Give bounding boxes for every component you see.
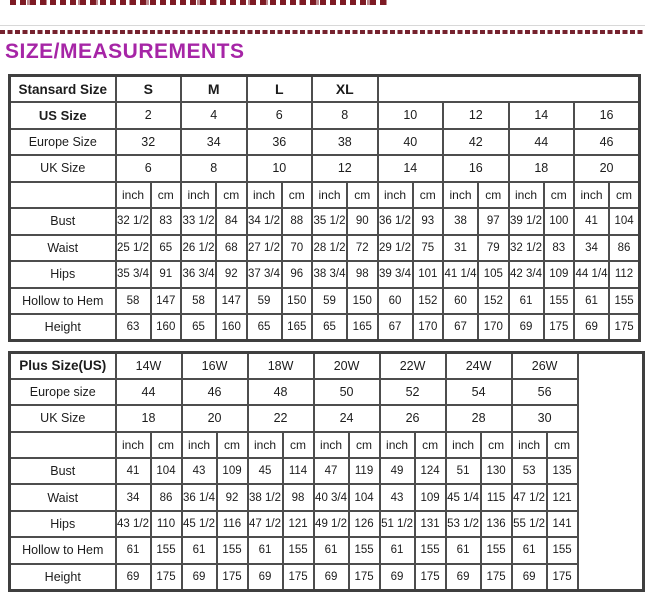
measure-value-cell: 49 bbox=[380, 458, 415, 484]
unit-label: inch bbox=[247, 182, 282, 209]
measure-value-cell: 175 bbox=[609, 314, 640, 341]
unit-label: inch bbox=[116, 182, 151, 209]
measure-value-cell: 175 bbox=[415, 564, 446, 590]
size-header: 24W bbox=[446, 353, 512, 379]
measure-value-cell: 65 bbox=[312, 314, 347, 341]
unit-label: cm bbox=[481, 432, 512, 458]
measure-value-cell: 60 bbox=[443, 288, 478, 315]
measure-value-cell: 58 bbox=[181, 288, 216, 315]
unit-label: inch bbox=[116, 432, 151, 458]
size-system-label: Plus Size(US) bbox=[10, 353, 116, 379]
measure-label: Hips bbox=[10, 511, 116, 537]
measure-value-cell: 31 bbox=[443, 235, 478, 262]
size-value-cell: 22 bbox=[248, 405, 314, 431]
size-value-cell: 48 bbox=[248, 379, 314, 405]
unit-label: cm bbox=[151, 182, 182, 209]
size-value-cell: 8 bbox=[181, 155, 247, 182]
size-value-cell: 8 bbox=[312, 102, 378, 129]
unit-label: inch bbox=[182, 432, 217, 458]
size-value-cell: 16 bbox=[574, 102, 640, 129]
unit-label: cm bbox=[413, 182, 444, 209]
plus-size-table bbox=[8, 351, 645, 592]
page-title: SIZE/MEASUREMENTS bbox=[5, 40, 245, 63]
size-row bbox=[10, 155, 640, 182]
unit-label: inch bbox=[512, 432, 547, 458]
measure-value-cell: 101 bbox=[413, 261, 444, 288]
table-header-row bbox=[10, 76, 640, 103]
measure-row bbox=[10, 537, 644, 563]
measure-value-cell: 175 bbox=[283, 564, 314, 590]
measure-value-cell: 45 1/4 bbox=[446, 484, 481, 510]
measure-label: Hollow to Hem bbox=[10, 288, 116, 315]
measure-value-cell: 25 1/2 bbox=[116, 235, 151, 262]
measure-row bbox=[10, 261, 640, 288]
measure-label: Waist bbox=[10, 235, 116, 262]
measure-value-cell: 69 bbox=[314, 564, 349, 590]
size-value-cell: 42 bbox=[443, 129, 509, 156]
measure-value-cell: 155 bbox=[283, 537, 314, 563]
measure-value-cell: 42 3/4 bbox=[509, 261, 544, 288]
dashed-separator bbox=[0, 30, 645, 34]
measure-value-cell: 97 bbox=[478, 208, 509, 235]
measure-label: Height bbox=[10, 564, 116, 590]
unit-label: inch bbox=[446, 432, 481, 458]
measure-value-cell: 152 bbox=[413, 288, 444, 315]
table-header-row bbox=[10, 353, 644, 379]
measure-value-cell: 68 bbox=[216, 235, 247, 262]
measure-value-cell: 39 1/2 bbox=[509, 208, 544, 235]
size-value-cell: 32 bbox=[116, 129, 182, 156]
measure-value-cell: 53 1/2 bbox=[446, 511, 481, 537]
size-value-cell: 6 bbox=[247, 102, 313, 129]
unit-label: cm bbox=[544, 182, 575, 209]
measure-value-cell: 72 bbox=[347, 235, 378, 262]
measure-label: Hips bbox=[10, 261, 116, 288]
size-value-cell: 44 bbox=[509, 129, 575, 156]
unit-label: inch bbox=[378, 182, 413, 209]
measure-value-cell: 96 bbox=[282, 261, 313, 288]
measure-value-cell: 131 bbox=[415, 511, 446, 537]
measure-row bbox=[10, 208, 640, 235]
measure-value-cell: 104 bbox=[609, 208, 640, 235]
size-system-label: Stansard Size bbox=[10, 76, 116, 103]
unit-label: cm bbox=[283, 432, 314, 458]
measure-value-cell: 38 bbox=[443, 208, 478, 235]
measure-value-cell: 109 bbox=[415, 484, 446, 510]
measure-value-cell: 90 bbox=[347, 208, 378, 235]
measure-value-cell: 121 bbox=[547, 484, 578, 510]
measure-value-cell: 36 1/4 bbox=[182, 484, 217, 510]
measure-value-cell: 47 bbox=[314, 458, 349, 484]
measure-value-cell: 104 bbox=[349, 484, 380, 510]
measure-row bbox=[10, 458, 644, 484]
measure-value-cell: 29 1/2 bbox=[378, 235, 413, 262]
measure-value-cell: 104 bbox=[151, 458, 182, 484]
size-value-cell: 50 bbox=[314, 379, 380, 405]
unit-label: cm bbox=[151, 432, 182, 458]
measure-value-cell: 175 bbox=[349, 564, 380, 590]
measure-value-cell: 98 bbox=[347, 261, 378, 288]
measure-value-cell: 69 bbox=[182, 564, 217, 590]
size-value-cell: 26 bbox=[380, 405, 446, 431]
measure-value-cell: 109 bbox=[544, 261, 575, 288]
unit-label: cm bbox=[415, 432, 446, 458]
measure-value-cell: 61 bbox=[248, 537, 283, 563]
measure-value-cell: 69 bbox=[509, 314, 544, 341]
measure-value-cell: 165 bbox=[347, 314, 378, 341]
size-value-cell: 20 bbox=[574, 155, 640, 182]
clipped-top-text-fragment bbox=[10, 0, 390, 5]
measure-value-cell: 170 bbox=[478, 314, 509, 341]
size-value-cell: 10 bbox=[247, 155, 313, 182]
row-label: Europe size bbox=[10, 379, 116, 405]
measure-value-cell: 35 3/4 bbox=[116, 261, 151, 288]
hairline-divider bbox=[0, 25, 645, 26]
unit-label: cm bbox=[349, 432, 380, 458]
measure-value-cell: 43 1/2 bbox=[116, 511, 151, 537]
unit-label: inch bbox=[443, 182, 478, 209]
measure-value-cell: 175 bbox=[547, 564, 578, 590]
row-label: UK Size bbox=[10, 405, 116, 431]
size-value-cell: 4 bbox=[181, 102, 247, 129]
measure-value-cell: 61 bbox=[574, 288, 609, 315]
unit-label: cm bbox=[609, 182, 640, 209]
measure-value-cell: 65 bbox=[151, 235, 182, 262]
measure-label: Bust bbox=[10, 458, 116, 484]
unit-label: inch bbox=[574, 182, 609, 209]
measure-value-cell: 63 bbox=[116, 314, 151, 341]
size-header: L bbox=[247, 76, 313, 103]
measure-value-cell: 36 1/2 bbox=[378, 208, 413, 235]
measure-value-cell: 32 1/2 bbox=[116, 208, 151, 235]
unit-label: cm bbox=[217, 432, 248, 458]
unit-label: inch bbox=[509, 182, 544, 209]
measure-value-cell: 37 3/4 bbox=[247, 261, 282, 288]
size-row bbox=[10, 129, 640, 156]
measure-value-cell: 53 bbox=[512, 458, 547, 484]
size-value-cell: 12 bbox=[312, 155, 378, 182]
measure-value-cell: 136 bbox=[481, 511, 512, 537]
size-value-cell: 30 bbox=[512, 405, 578, 431]
unit-label: inch bbox=[380, 432, 415, 458]
measure-value-cell: 155 bbox=[349, 537, 380, 563]
measure-value-cell: 86 bbox=[609, 235, 640, 262]
unit-label: cm bbox=[282, 182, 313, 209]
measure-value-cell: 155 bbox=[415, 537, 446, 563]
measure-value-cell: 155 bbox=[609, 288, 640, 315]
measure-value-cell: 58 bbox=[116, 288, 151, 315]
measure-value-cell: 91 bbox=[151, 261, 182, 288]
measure-value-cell: 116 bbox=[217, 511, 248, 537]
size-header: S bbox=[116, 76, 182, 103]
measure-value-cell: 170 bbox=[413, 314, 444, 341]
measure-value-cell: 155 bbox=[481, 537, 512, 563]
measure-value-cell: 45 1/2 bbox=[182, 511, 217, 537]
measure-value-cell: 124 bbox=[415, 458, 446, 484]
measure-value-cell: 34 bbox=[116, 484, 151, 510]
measure-value-cell: 84 bbox=[216, 208, 247, 235]
measure-value-cell: 33 1/2 bbox=[181, 208, 216, 235]
size-value-cell: 52 bbox=[380, 379, 446, 405]
size-value-cell: 38 bbox=[312, 129, 378, 156]
measure-value-cell: 79 bbox=[478, 235, 509, 262]
measure-value-cell: 83 bbox=[544, 235, 575, 262]
measure-value-cell: 67 bbox=[378, 314, 413, 341]
measure-value-cell: 41 1/4 bbox=[443, 261, 478, 288]
measure-value-cell: 43 bbox=[182, 458, 217, 484]
measure-row bbox=[10, 314, 640, 341]
size-header: 26W bbox=[512, 353, 578, 379]
size-header: XL bbox=[312, 76, 378, 103]
measure-value-cell: 51 bbox=[446, 458, 481, 484]
size-header: M bbox=[181, 76, 247, 103]
measure-value-cell: 155 bbox=[544, 288, 575, 315]
empty-column-cell bbox=[578, 353, 644, 591]
measure-value-cell: 92 bbox=[216, 261, 247, 288]
measure-value-cell: 36 3/4 bbox=[181, 261, 216, 288]
size-header: 14W bbox=[116, 353, 182, 379]
size-header: 16W bbox=[182, 353, 248, 379]
measure-value-cell: 70 bbox=[282, 235, 313, 262]
unit-label: cm bbox=[547, 432, 578, 458]
measure-value-cell: 61 bbox=[182, 537, 217, 563]
size-value-cell: 16 bbox=[443, 155, 509, 182]
unit-row-spacer bbox=[10, 182, 116, 209]
measure-value-cell: 27 1/2 bbox=[247, 235, 282, 262]
size-value-cell: 54 bbox=[446, 379, 512, 405]
standard-size-table bbox=[8, 74, 641, 342]
measure-value-cell: 51 1/2 bbox=[380, 511, 415, 537]
measure-value-cell: 98 bbox=[283, 484, 314, 510]
size-value-cell: 12 bbox=[443, 102, 509, 129]
measure-value-cell: 69 bbox=[512, 564, 547, 590]
unit-row bbox=[10, 182, 640, 209]
size-value-cell: 44 bbox=[116, 379, 182, 405]
measure-value-cell: 47 1/2 bbox=[512, 484, 547, 510]
measure-value-cell: 175 bbox=[151, 564, 182, 590]
measure-value-cell: 60 bbox=[378, 288, 413, 315]
unit-label: inch bbox=[248, 432, 283, 458]
measure-value-cell: 69 bbox=[248, 564, 283, 590]
measure-value-cell: 34 bbox=[574, 235, 609, 262]
measure-value-cell: 61 bbox=[446, 537, 481, 563]
measure-value-cell: 65 bbox=[181, 314, 216, 341]
measure-value-cell: 93 bbox=[413, 208, 444, 235]
measure-value-cell: 155 bbox=[547, 537, 578, 563]
measure-value-cell: 59 bbox=[247, 288, 282, 315]
measure-value-cell: 175 bbox=[217, 564, 248, 590]
measure-value-cell: 100 bbox=[544, 208, 575, 235]
measure-value-cell: 32 1/2 bbox=[509, 235, 544, 262]
size-header: 22W bbox=[380, 353, 446, 379]
size-row bbox=[10, 405, 644, 431]
size-value-cell: 36 bbox=[247, 129, 313, 156]
size-value-cell: 20 bbox=[182, 405, 248, 431]
row-label: US Size bbox=[10, 102, 116, 129]
measure-value-cell: 43 bbox=[380, 484, 415, 510]
unit-label: cm bbox=[347, 182, 378, 209]
measure-value-cell: 160 bbox=[216, 314, 247, 341]
measure-value-cell: 61 bbox=[314, 537, 349, 563]
measure-value-cell: 44 1/4 bbox=[574, 261, 609, 288]
measure-value-cell: 175 bbox=[481, 564, 512, 590]
size-value-cell: 56 bbox=[512, 379, 578, 405]
size-value-cell: 18 bbox=[509, 155, 575, 182]
measure-value-cell: 115 bbox=[481, 484, 512, 510]
measure-value-cell: 61 bbox=[116, 537, 151, 563]
measure-row bbox=[10, 235, 640, 262]
measure-value-cell: 110 bbox=[151, 511, 182, 537]
measure-value-cell: 55 1/2 bbox=[512, 511, 547, 537]
measure-value-cell: 41 bbox=[116, 458, 151, 484]
measure-value-cell: 135 bbox=[547, 458, 578, 484]
size-value-cell: 46 bbox=[574, 129, 640, 156]
measure-value-cell: 61 bbox=[380, 537, 415, 563]
measure-value-cell: 126 bbox=[349, 511, 380, 537]
size-value-cell: 14 bbox=[378, 155, 444, 182]
measure-value-cell: 141 bbox=[547, 511, 578, 537]
measure-value-cell: 105 bbox=[478, 261, 509, 288]
measure-label: Hollow to Hem bbox=[10, 537, 116, 563]
measure-row bbox=[10, 564, 644, 590]
unit-label: cm bbox=[478, 182, 509, 209]
size-value-cell: 6 bbox=[116, 155, 182, 182]
measure-row bbox=[10, 484, 644, 510]
measure-label: Height bbox=[10, 314, 116, 341]
size-value-cell: 10 bbox=[378, 102, 444, 129]
measure-value-cell: 152 bbox=[478, 288, 509, 315]
measure-value-cell: 39 3/4 bbox=[378, 261, 413, 288]
measure-value-cell: 121 bbox=[283, 511, 314, 537]
measure-value-cell: 150 bbox=[282, 288, 313, 315]
measure-label: Bust bbox=[10, 208, 116, 235]
measure-value-cell: 49 1/2 bbox=[314, 511, 349, 537]
measure-row bbox=[10, 511, 644, 537]
measure-value-cell: 28 1/2 bbox=[312, 235, 347, 262]
size-value-cell: 40 bbox=[378, 129, 444, 156]
measure-value-cell: 160 bbox=[151, 314, 182, 341]
unit-label: inch bbox=[181, 182, 216, 209]
measure-value-cell: 38 3/4 bbox=[312, 261, 347, 288]
measure-value-cell: 88 bbox=[282, 208, 313, 235]
measure-value-cell: 69 bbox=[380, 564, 415, 590]
measure-value-cell: 92 bbox=[217, 484, 248, 510]
measure-value-cell: 38 1/2 bbox=[248, 484, 283, 510]
unit-row bbox=[10, 432, 644, 458]
size-header: 20W bbox=[314, 353, 380, 379]
measure-value-cell: 109 bbox=[217, 458, 248, 484]
measure-value-cell: 119 bbox=[349, 458, 380, 484]
size-value-cell: 18 bbox=[116, 405, 182, 431]
measure-value-cell: 61 bbox=[509, 288, 544, 315]
measure-value-cell: 155 bbox=[151, 537, 182, 563]
measure-value-cell: 69 bbox=[574, 314, 609, 341]
measure-value-cell: 112 bbox=[609, 261, 640, 288]
measure-value-cell: 35 1/2 bbox=[312, 208, 347, 235]
size-value-cell: 46 bbox=[182, 379, 248, 405]
measure-value-cell: 40 3/4 bbox=[314, 484, 349, 510]
measure-value-cell: 155 bbox=[217, 537, 248, 563]
unit-label: inch bbox=[312, 182, 347, 209]
measure-value-cell: 150 bbox=[347, 288, 378, 315]
size-row bbox=[10, 379, 644, 405]
measure-value-cell: 83 bbox=[151, 208, 182, 235]
size-value-cell: 2 bbox=[116, 102, 182, 129]
measure-row bbox=[10, 288, 640, 315]
measure-value-cell: 175 bbox=[544, 314, 575, 341]
measure-value-cell: 61 bbox=[512, 537, 547, 563]
measure-value-cell: 69 bbox=[116, 564, 151, 590]
measure-value-cell: 130 bbox=[481, 458, 512, 484]
measure-value-cell: 45 bbox=[248, 458, 283, 484]
measure-value-cell: 59 bbox=[312, 288, 347, 315]
measure-value-cell: 165 bbox=[282, 314, 313, 341]
row-label: Europe Size bbox=[10, 129, 116, 156]
measure-value-cell: 41 bbox=[574, 208, 609, 235]
size-value-cell: 28 bbox=[446, 405, 512, 431]
size-header: 18W bbox=[248, 353, 314, 379]
size-value-cell: 24 bbox=[314, 405, 380, 431]
measure-value-cell: 65 bbox=[247, 314, 282, 341]
measure-value-cell: 75 bbox=[413, 235, 444, 262]
measure-value-cell: 69 bbox=[446, 564, 481, 590]
size-value-cell: 34 bbox=[181, 129, 247, 156]
measure-value-cell: 147 bbox=[216, 288, 247, 315]
unit-row-spacer bbox=[10, 432, 116, 458]
measure-value-cell: 47 1/2 bbox=[248, 511, 283, 537]
measure-value-cell: 114 bbox=[283, 458, 314, 484]
size-value-cell: 14 bbox=[509, 102, 575, 129]
measure-value-cell: 147 bbox=[151, 288, 182, 315]
measure-value-cell: 86 bbox=[151, 484, 182, 510]
measure-value-cell: 26 1/2 bbox=[181, 235, 216, 262]
unit-label: inch bbox=[314, 432, 349, 458]
size-row bbox=[10, 102, 640, 129]
measure-value-cell: 67 bbox=[443, 314, 478, 341]
row-label: UK Size bbox=[10, 155, 116, 182]
measure-label: Waist bbox=[10, 484, 116, 510]
unit-label: cm bbox=[216, 182, 247, 209]
measure-value-cell: 34 1/2 bbox=[247, 208, 282, 235]
